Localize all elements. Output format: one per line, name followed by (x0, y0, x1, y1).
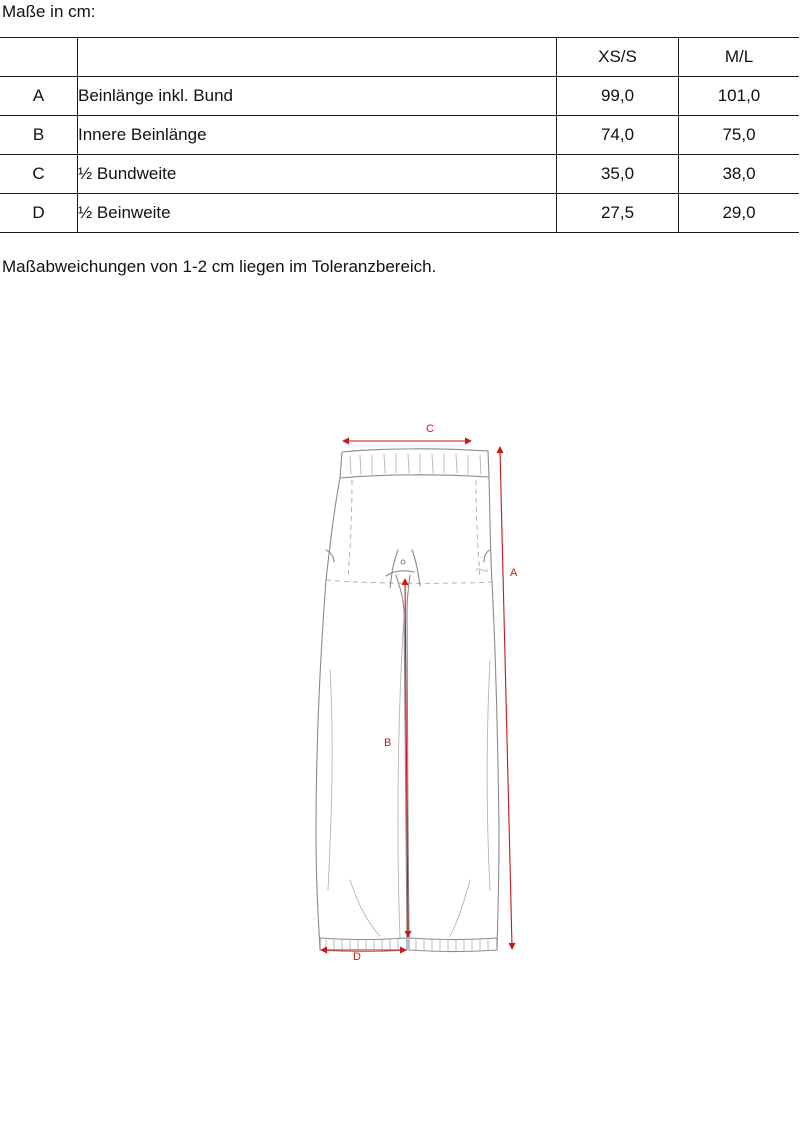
pants-diagram (290, 410, 540, 970)
row-value-xs-s: 99,0 (557, 77, 679, 116)
table-row (0, 77, 799, 116)
row-label: Innere Beinlänge (78, 116, 557, 155)
row-code: A (0, 77, 78, 116)
page-heading: Maße in cm: (2, 2, 96, 21)
row-code: B (0, 116, 78, 155)
dimension-c (342, 423, 472, 445)
row-value-m-l: 75,0 (679, 116, 800, 155)
header-cell-xs-s: XS/S (557, 38, 679, 77)
label-b: B (384, 737, 392, 749)
row-value-m-l: 101,0 (679, 77, 800, 116)
size-table (0, 37, 799, 233)
row-code: D (0, 194, 78, 233)
row-code: C (0, 155, 78, 194)
header-cell-m-l: M/L (679, 38, 800, 77)
table-row (0, 155, 799, 194)
row-label: ½ Bundweite (78, 155, 557, 194)
dimension-a (497, 446, 519, 950)
header-cell-code (0, 38, 78, 77)
row-label: ½ Beinweite (78, 194, 557, 233)
header-cell-label (78, 38, 557, 77)
label-a: A (510, 567, 518, 579)
table-row (0, 116, 799, 155)
row-value-xs-s: 74,0 (557, 116, 679, 155)
table-header-row (0, 38, 799, 77)
row-value-xs-s: 35,0 (557, 155, 679, 194)
table-row (0, 194, 799, 233)
label-c: C (426, 423, 434, 435)
row-value-m-l: 29,0 (679, 194, 800, 233)
tolerance-note: Maßabweichungen von 1-2 cm liegen im Toleranzbereich. (2, 257, 437, 276)
row-label: Beinlänge inkl. Bund (78, 77, 557, 116)
row-value-m-l: 38,0 (679, 155, 800, 194)
label-d: D (353, 951, 361, 963)
row-value-xs-s: 27,5 (557, 194, 679, 233)
dimension-d (320, 947, 407, 964)
